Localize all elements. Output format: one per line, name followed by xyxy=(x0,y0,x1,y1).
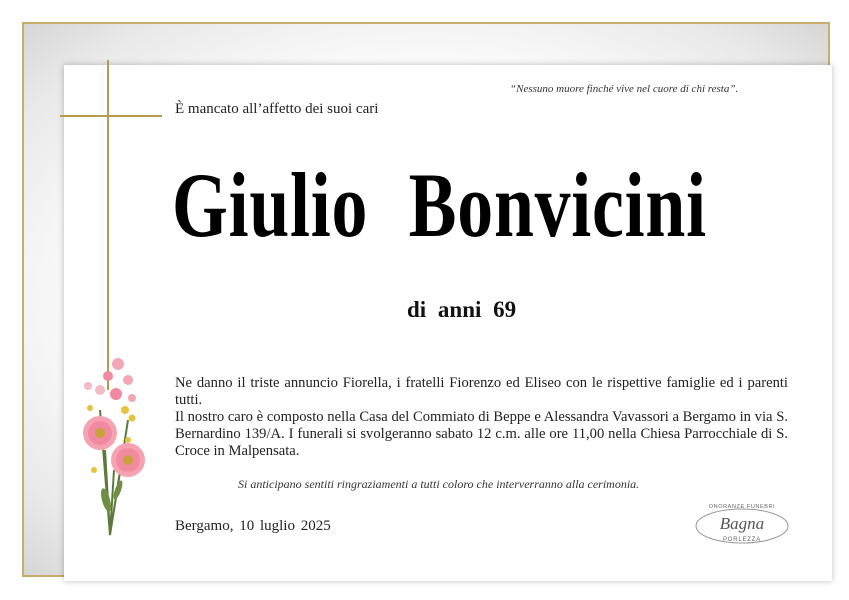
memorial-quote: “Nessuno muore finché vive nel cuore di chi resta”. xyxy=(510,83,739,95)
deceased-name: Giulio Bonvicini xyxy=(172,154,707,256)
family-paragraph: Ne danno il triste annuncio Fiorella, i fratelli Fiorenzo ed Eliseo con le rispettive famiglie ed i parenti tutti. xyxy=(175,375,788,408)
cross-arm xyxy=(60,115,162,117)
funeral-details-paragraph: Il nostro caro è composto nella Casa del Commiato di Beppe e Alessandra Vavassori a Bergamo in via S. Bernardino 139/A. I funerali si svolgeranno sabato 12 c.m. alle ore 11,00 nella Chiesa Parrocchiale di S. Croce in Malpensata. xyxy=(175,409,788,459)
announcement-body xyxy=(175,375,788,460)
logo-bottom-text: PORLEZZA xyxy=(722,537,762,543)
logo-top-text: ONORANZE FUNEBRI xyxy=(708,504,776,510)
flower-bouquet-icon xyxy=(70,350,160,540)
cross-icon xyxy=(107,60,109,390)
intro-text: È mancato all’affetto dei suoi cari xyxy=(175,101,379,117)
thanks-text: Si anticipano sentiti ringraziamenti a tutti coloro che interverranno alla cerimonia. xyxy=(238,477,640,491)
place-date: Bergamo, 10 luglio 2025 xyxy=(175,518,331,534)
funeral-home-logo xyxy=(694,502,790,548)
logo-script-text: Bagna xyxy=(719,514,765,533)
deceased-age: di anni 69 xyxy=(407,297,517,322)
